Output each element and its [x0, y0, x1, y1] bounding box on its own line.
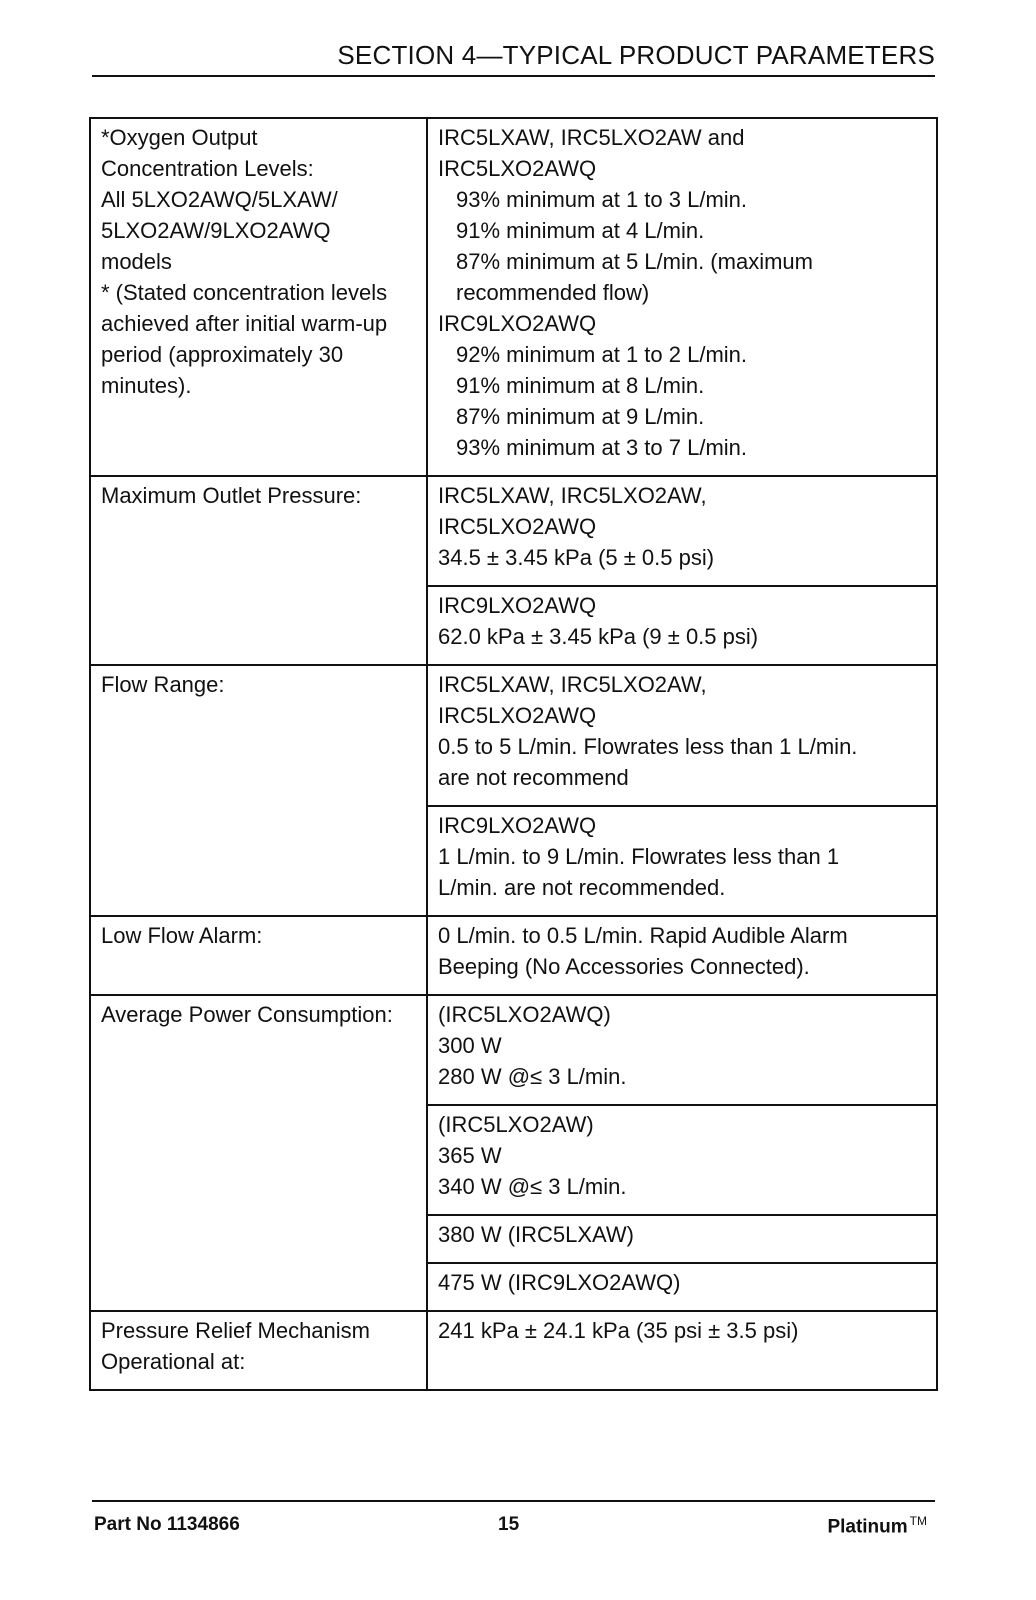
alarm-value-line: Beeping (No Accessories Connected).: [438, 954, 810, 979]
flow-label: Flow Range:: [101, 672, 225, 697]
pressure-value-cell: [427, 586, 937, 665]
table-row: [90, 916, 937, 995]
oxygen-label-line: *Oxygen Output: [101, 125, 258, 150]
table-row: [90, 118, 937, 476]
power-value-line: 380 W (IRC5LXAW): [438, 1222, 635, 1247]
pressure-value-cell: [427, 476, 937, 586]
page-footer: [92, 1500, 935, 1538]
power-value-line: (IRC5LXO2AW): [438, 1112, 594, 1137]
table-row: [90, 665, 937, 806]
alarm-value-cell: [427, 916, 937, 995]
relief-value-cell: [427, 1311, 937, 1390]
pressure-label-cell: [90, 476, 427, 665]
oxygen-label-line: * (Stated concentration levels: [101, 280, 388, 305]
flow-value-line: 1 L/min. to 9 L/min. Flowrates less than 1: [438, 844, 840, 869]
flow-value-line: 0.5 to 5 L/min. Flowrates less than 1 L/min.: [438, 734, 858, 759]
table-row: [90, 476, 937, 586]
oxygen-spec-line: 87% minimum at 5 L/min. (maximum: [456, 249, 813, 274]
product-name: [827, 1514, 927, 1538]
oxygen-model-heading: IRC9LXO2AWQ: [438, 311, 597, 336]
pressure-value-line: IRC9LXO2AWQ: [438, 593, 597, 618]
trademark-symbol: TM: [909, 1514, 927, 1528]
oxygen-spec-line: 93% minimum at 3 to 7 L/min.: [456, 435, 748, 460]
part-number: Part No 1134866: [94, 1514, 240, 1535]
relief-label-line: Pressure Relief Mechanism: [101, 1318, 370, 1343]
flow-value-line: IRC5LXO2AWQ: [438, 703, 597, 728]
flow-value-line: L/min. are not recommended.: [438, 875, 726, 900]
power-label: Average Power Consumption:: [101, 1002, 393, 1027]
power-label-cell: [90, 995, 427, 1311]
oxygen-spec-line: 92% minimum at 1 to 2 L/min.: [456, 342, 748, 367]
oxygen-spec-line: 91% minimum at 4 L/min.: [456, 218, 705, 243]
product-name-text: Platinum: [827, 1516, 908, 1538]
oxygen-label-line: 5LXO2AW/9LXO2AWQ: [101, 218, 331, 243]
power-value-cell: [427, 1215, 937, 1263]
oxygen-label-line: All 5LXO2AWQ/5LXAW/: [101, 187, 338, 212]
power-value-line: 340 W @≤ 3 L/min.: [438, 1174, 627, 1199]
power-value-line: (IRC5LXO2AWQ): [438, 1002, 611, 1027]
oxygen-label-line: achieved after initial warm-up: [101, 311, 388, 336]
flow-value-cell: [427, 806, 937, 916]
pressure-label: Maximum Outlet Pressure:: [101, 483, 362, 508]
oxygen-spec-line: 93% minimum at 1 to 3 L/min.: [456, 187, 748, 212]
page-number: 15: [498, 1514, 520, 1535]
pressure-value-line: 62.0 kPa ± 3.45 kPa (9 ± 0.5 psi): [438, 624, 759, 649]
alarm-label-cell: [90, 916, 427, 995]
oxygen-spec-line: recommended flow): [456, 280, 650, 305]
flow-value-line: are not recommend: [438, 765, 629, 790]
alarm-label: Low Flow Alarm:: [101, 923, 263, 948]
power-value-line: 280 W @≤ 3 L/min.: [438, 1064, 627, 1089]
power-value-cell: [427, 995, 937, 1105]
power-value-line: 300 W: [438, 1033, 502, 1058]
flow-value-line: IRC5LXAW, IRC5LXO2AW,: [438, 672, 707, 697]
oxygen-label-line: minutes).: [101, 373, 192, 398]
pressure-value-line: 34.5 ± 3.45 kPa (5 ± 0.5 psi): [438, 545, 715, 570]
section-title: SECTION 4—TYPICAL PRODUCT PARAMETERS: [92, 40, 935, 77]
oxygen-label-cell: [90, 118, 427, 476]
power-value-line: 475 W (IRC9LXO2AWQ): [438, 1270, 681, 1295]
table-row: [90, 995, 937, 1105]
relief-value-line: 241 kPa ± 24.1 kPa (35 psi ± 3.5 psi): [438, 1318, 799, 1343]
flow-value-line: IRC9LXO2AWQ: [438, 813, 597, 838]
oxygen-label-line: period (approximately 30: [101, 342, 344, 367]
oxygen-label-line: models: [101, 249, 172, 274]
table-row: [90, 1311, 937, 1390]
flow-label-cell: [90, 665, 427, 916]
oxygen-model-heading: IRC5LXO2AWQ: [438, 156, 597, 181]
power-value-cell: [427, 1263, 937, 1311]
relief-label-line: Operational at:: [101, 1349, 246, 1374]
oxygen-value-cell: [427, 118, 937, 476]
alarm-value-line: 0 L/min. to 0.5 L/min. Rapid Audible Alarm: [438, 923, 848, 948]
oxygen-label-line: Concentration Levels:: [101, 156, 314, 181]
flow-value-cell: [427, 665, 937, 806]
pressure-value-line: IRC5LXO2AWQ: [438, 514, 597, 539]
parameters-table: [89, 117, 938, 1391]
oxygen-model-heading: IRC5LXAW, IRC5LXO2AW and: [438, 125, 745, 150]
oxygen-spec-line: 87% minimum at 9 L/min.: [456, 404, 705, 429]
oxygen-spec-line: 91% minimum at 8 L/min.: [456, 373, 705, 398]
power-value-line: 365 W: [438, 1143, 502, 1168]
relief-label-cell: [90, 1311, 427, 1390]
power-value-cell: [427, 1105, 937, 1215]
pressure-value-line: IRC5LXAW, IRC5LXO2AW,: [438, 483, 707, 508]
